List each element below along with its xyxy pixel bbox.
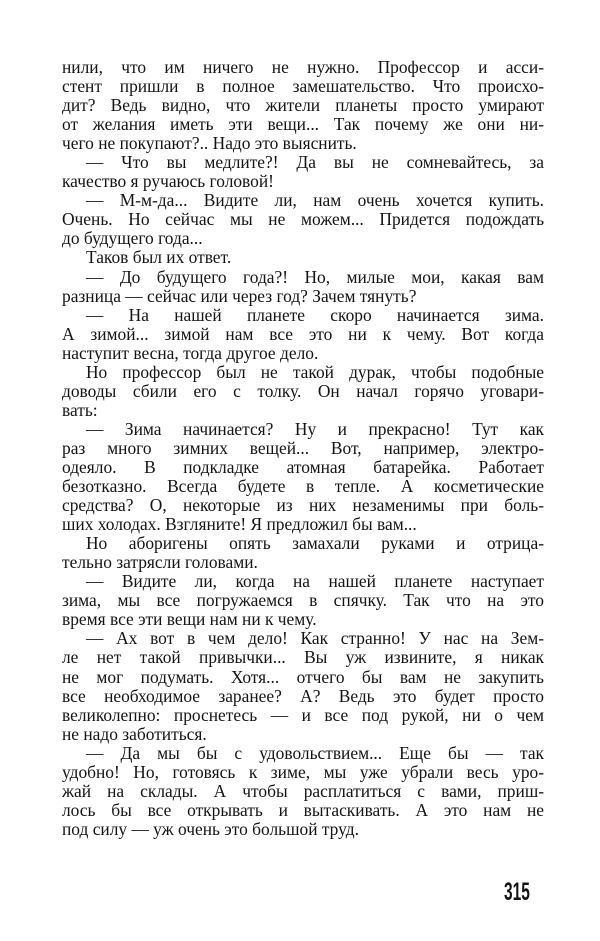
text-line: зима, мы все погружаемся в спячку. Так что на это [62,590,544,611]
page-body-text [62,58,544,839]
text-line: — Ах вот в чем дело! Как странно! У нас на Зем- [86,628,544,649]
text-line: — На нашей планете скоро начинается зима. [86,304,544,325]
text-line: чего не покупают?.. Надо это выяснить. [62,133,357,154]
text-line: Но профессор был не такой дурак, чтобы подобные [86,361,544,382]
text-line: лось бы все открывать и вытаскивать. А это нам не [62,799,544,820]
text-line: качество я ручаюсь головой! [62,171,274,192]
text-line: — Что вы медлите?! Да вы не сомневайтесь, за [86,152,544,173]
paragraph [62,191,544,248]
text-line: время все эти вещи нам ни к чему. [62,609,317,630]
paragraph [62,534,544,572]
text-line: до будущего года... [62,228,203,249]
text-line: ших холодах. Взгляните! Я предложил бы вам... [62,514,417,535]
text-line: А зимой... зимой нам все это ни к чему. Вот когда [62,323,544,344]
paragraph [62,153,544,191]
text-line: раз много зимних вещей... Вот, например, электро- [62,437,544,458]
text-line: Очень. Но сейчас мы не можем... Придется подождать [62,209,544,230]
text-line: одеяло. В подкладке атомная батарейка. Работает [62,456,544,477]
text-line: средства? О, некоторые из них незаменимы при боль- [62,495,544,516]
text-line: тельно затрясли головами. [62,552,258,573]
text-line: наступит весна, тогда другое дело. [62,342,319,363]
text-line: великолепно: проснетесь — и все под рукой, ни о чем [62,704,544,725]
text-line: — Зима начинается? Ну и прекрасно! Тут как [86,418,544,439]
text-line: нили, что им ничего не нужно. Профессор и асси- [62,57,544,77]
paragraph [62,420,544,534]
paragraph [62,629,544,743]
text-line: не мог подумать. Хотя... отчего бы вам не закупить [62,666,544,687]
text-line: от желания иметь эти вещи... Так почему же они ни- [62,114,544,135]
text-line: Таков был их ответ. [86,247,232,268]
paragraph [62,363,544,420]
text-line: — Да мы бы с удовольствием... Еще бы — так [86,742,544,763]
paragraph [62,58,544,153]
paragraph [62,572,544,629]
text-line: дит? Ведь видно, что жители планеты просто умирают [62,95,544,116]
text-line: доводы сбили его с толку. Он начал горячо уговари- [62,380,544,401]
paragraph [62,306,544,363]
page-number: 315 [504,878,530,906]
paragraph [62,268,544,306]
text-line: удобно! Но, готовясь к зиме, мы уже убрали весь уро- [62,761,544,782]
text-line: ле нет такой привычки... Вы уж извините, я никак [62,647,544,668]
text-line: безотказно. Всегда будете в тепле. А косметические [62,476,544,497]
text-line: — До будущего года?! Но, милые мои, какая вам [86,266,544,287]
paragraph [62,744,544,839]
text-line: стент пришли в полное замешательство. Что происхо- [62,76,544,97]
text-line: — М-м-да... Видите ли, нам очень хочется купить. [86,190,544,211]
text-line: Но аборигены опять замахали руками и отрица- [86,533,544,554]
text-line: разница — сейчас или через год? Зачем тянуть? [62,285,417,306]
text-line: вать: [62,399,98,420]
text-line: все необходимое заранее? А? Ведь это будет просто [62,685,544,706]
text-line: жай на склады. А чтобы расплатиться с вами, приш- [62,780,544,801]
text-line: под силу — уж очень это большой труд. [62,818,359,839]
text-line: не надо заботиться. [62,723,207,744]
text-line: — Видите ли, когда на нашей планете наступает [86,571,544,592]
paragraph [62,248,544,267]
